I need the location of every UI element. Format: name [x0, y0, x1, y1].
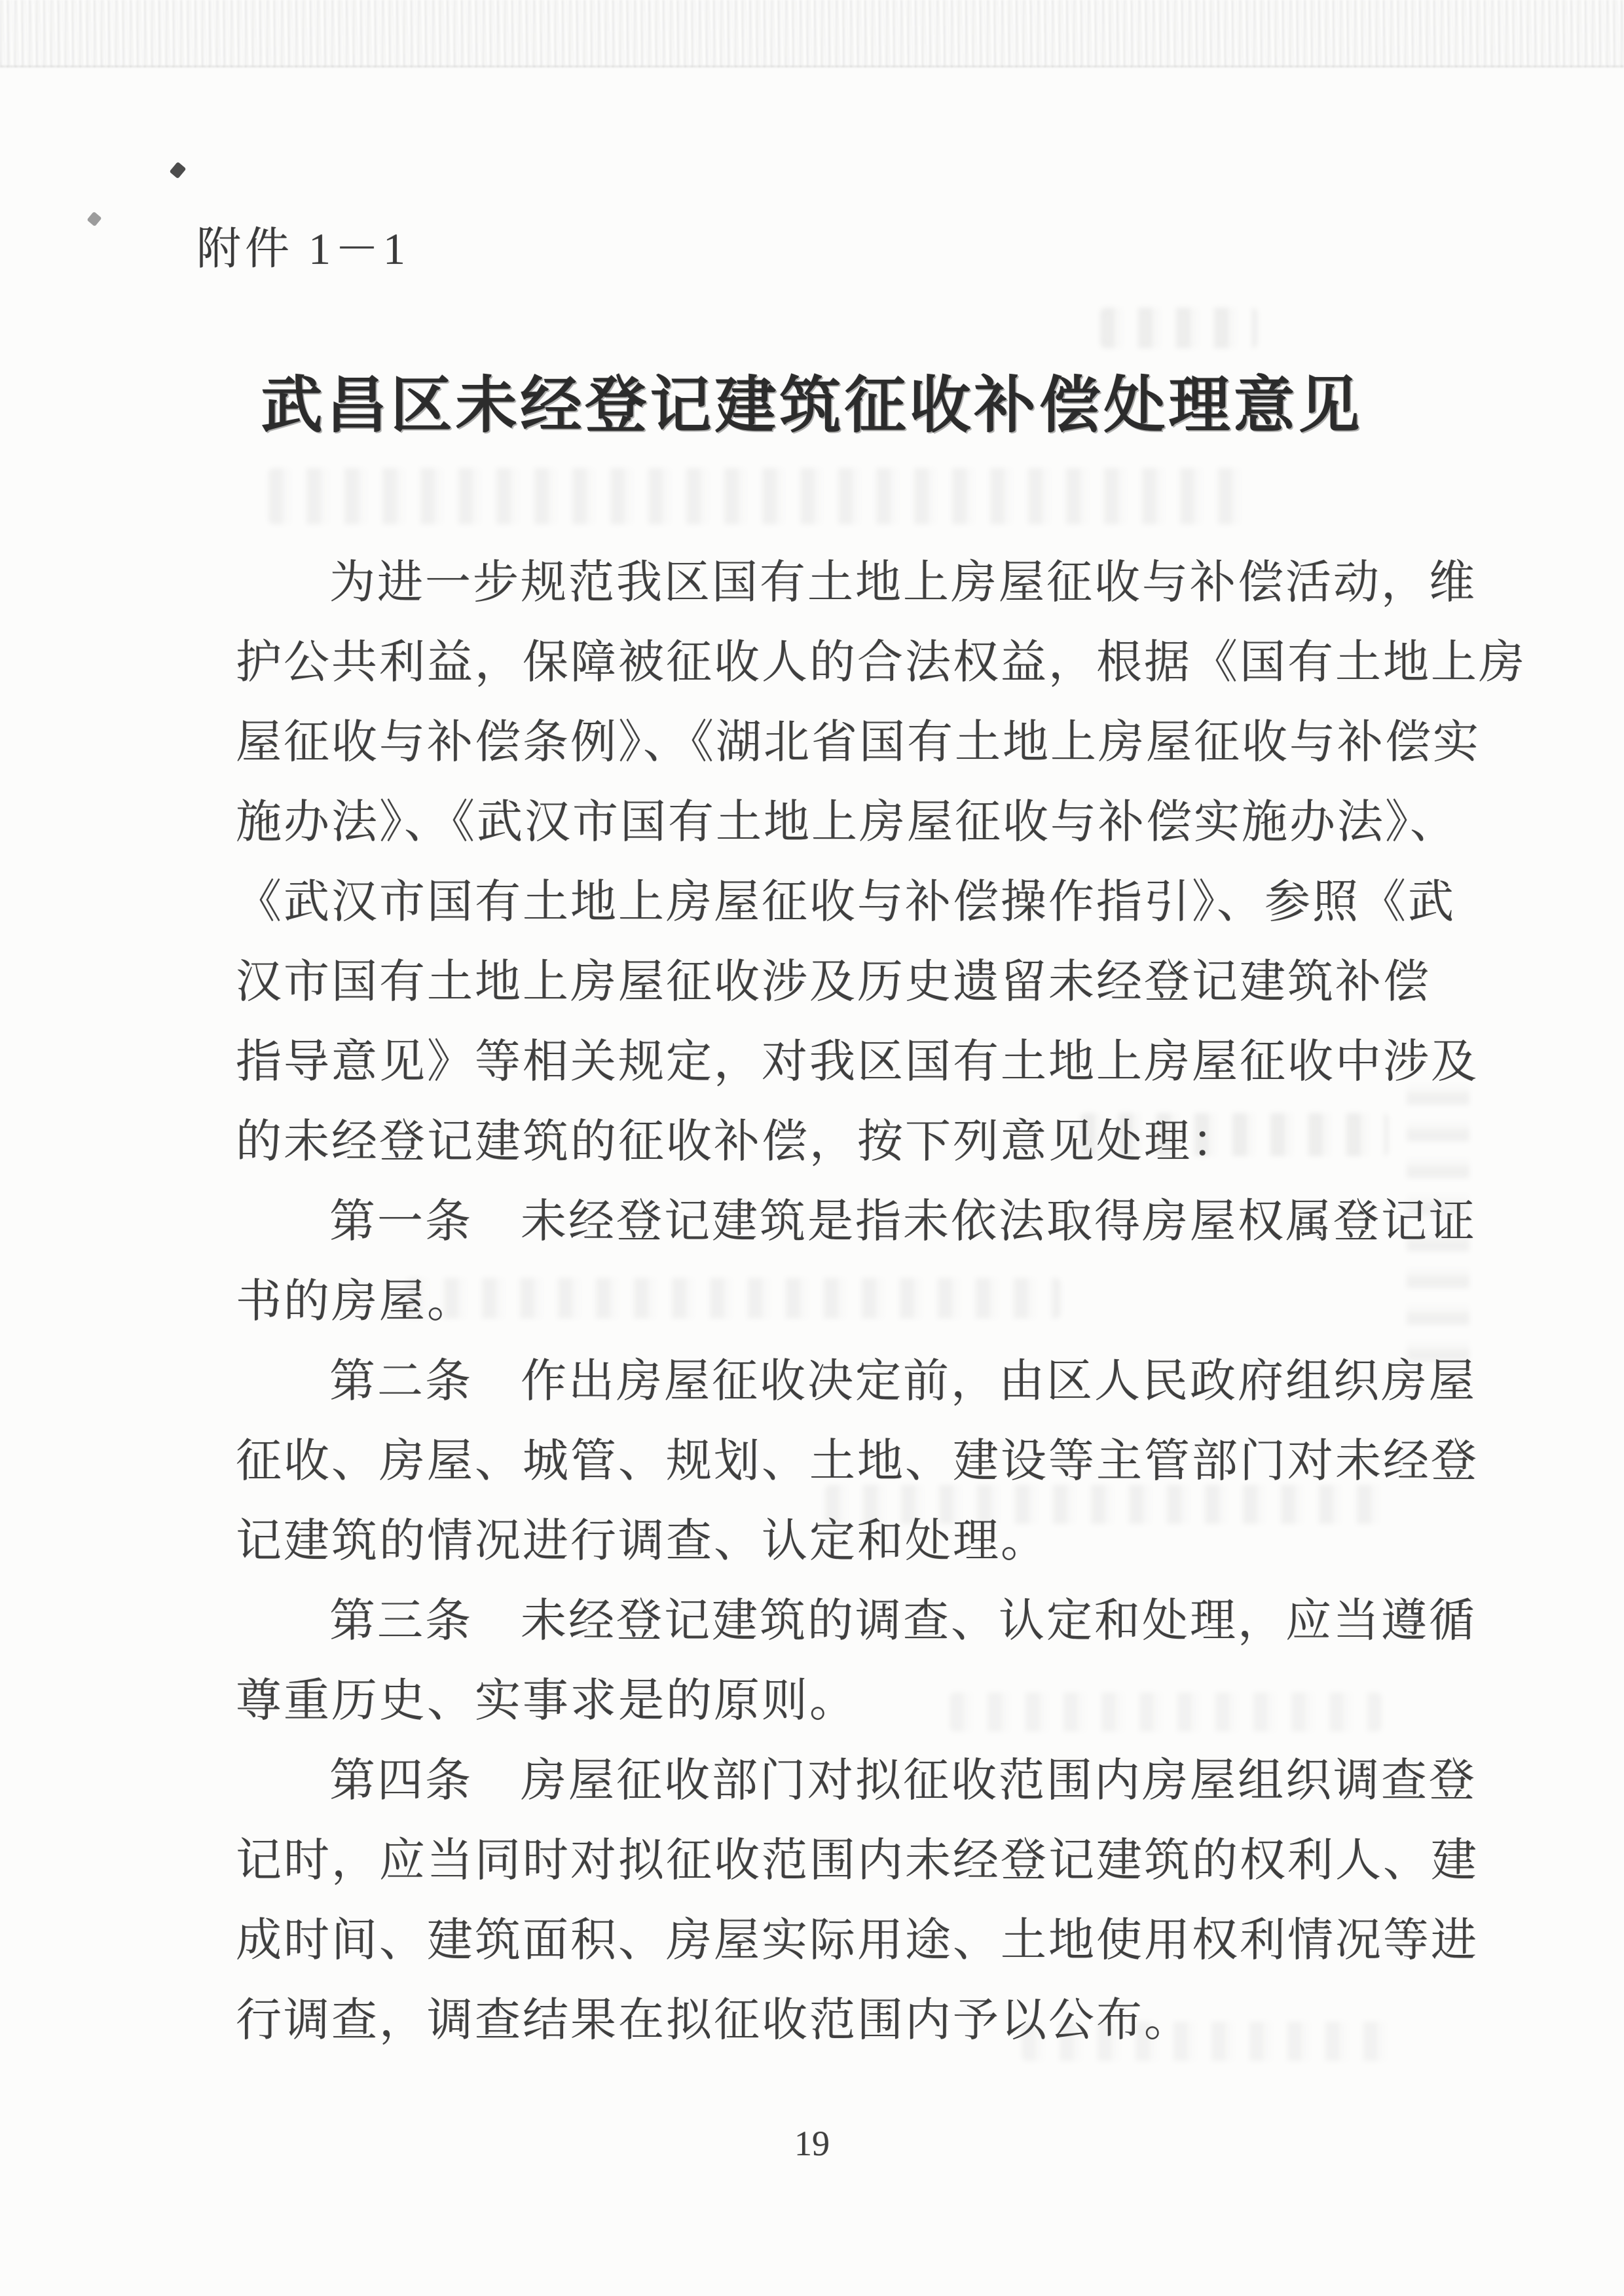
text-line: 指导意见》等相关规定，对我区国有土地上房屋征收中涉及 — [236, 1037, 1479, 1087]
text-line: 屋征收与补偿条例》、《湖北省国有土地上房屋征收与补偿实 — [236, 718, 1481, 768]
text-line: 第三条 未经登记建筑的调查、认定和处理，应当遵循 — [329, 1596, 1477, 1647]
scan-speck-dark — [170, 162, 187, 179]
text-line: 第一条 未经登记建筑是指未依法取得房屋权属登记证 — [329, 1197, 1477, 1247]
page-number: 19 — [794, 2124, 830, 2163]
text-line: 书的房屋。 — [236, 1277, 475, 1327]
text-line: 护公共利益，保障被征收人的合法权益，根据《国有土地上房 — [236, 638, 1526, 688]
text-line: 为进一步规范我区国有土地上房屋征收与补偿活动，维 — [329, 558, 1477, 608]
text-line: 记时，应当同时对拟征收范围内未经登记建筑的权利人、建 — [236, 1836, 1479, 1886]
text-line: 施办法》、《武汉市国有土地上房屋征收与补偿实施办法》、 — [236, 797, 1458, 848]
text-line: 汉市国有土地上房屋征收涉及历史遗留未经登记建筑补偿 — [236, 957, 1431, 1008]
text-line: 行调查，调查结果在拟征收范围内予以公布。 — [236, 1995, 1192, 2046]
document-body — [236, 543, 1526, 2061]
text-line: 第二条 作出房屋征收决定前，由区人民政府组织房屋 — [329, 1357, 1477, 1407]
scan-artifact-top-band — [0, 0, 1624, 67]
text-line: 记建筑的情况进行调查、认定和处理。 — [236, 1516, 1048, 1567]
text-line: 第四条 房屋征收部门对拟征收范围内房屋组织调查登 — [329, 1756, 1477, 1806]
ink-bleedthrough-smudge — [1100, 308, 1257, 348]
text-line: 征收、房屋、城管、规划、土地、建设等主管部门对未经登 — [236, 1436, 1479, 1487]
attachment-label: 附件 1－1 — [196, 224, 410, 274]
text-line: 尊重历史、实事求是的原则。 — [236, 1676, 857, 1726]
document-title: 武昌区未经登记建筑征收补偿处理意见 — [261, 372, 1363, 440]
text-line: 《武汉市国有土地上房屋征收与补偿操作指引》、参照《武 — [236, 877, 1456, 928]
text-line: 的未经登记建筑的征收补偿，按下列意见处理： — [236, 1117, 1240, 1167]
text-line: 成时间、建筑面积、房屋实际用途、土地使用权利情况等进 — [236, 1916, 1479, 1966]
ink-bleedthrough-smudge — [268, 468, 1251, 524]
scan-speck-light — [86, 211, 101, 227]
